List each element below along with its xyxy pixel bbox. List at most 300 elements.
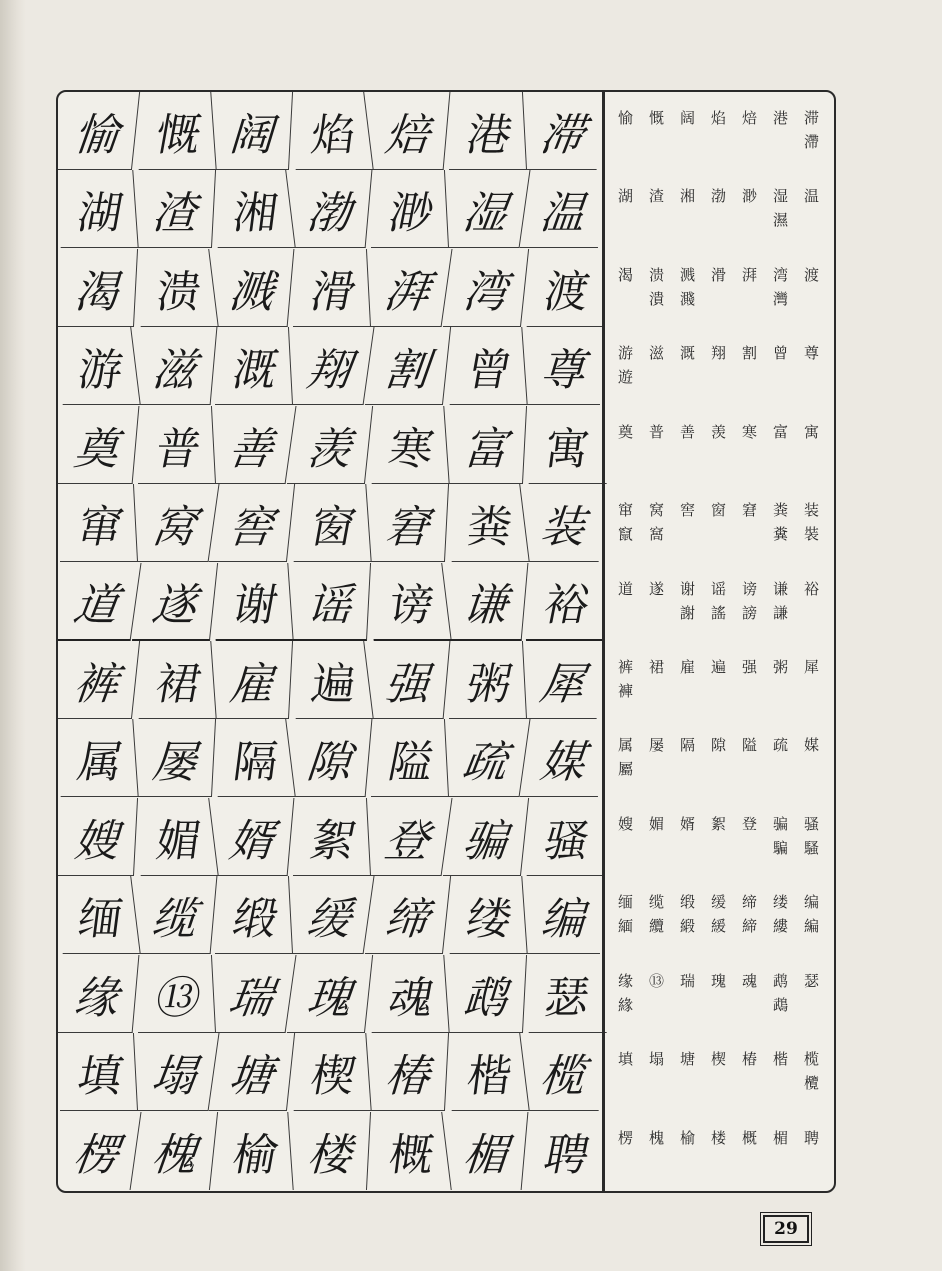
simplified-character: 楣 xyxy=(772,1128,788,1147)
reference-character-column xyxy=(736,1047,763,1111)
reference-character-column xyxy=(798,341,825,405)
simplified-character: 骚 xyxy=(803,814,819,833)
calligraphy-cell: 楼 xyxy=(289,1112,371,1190)
traditional-character: 裝 xyxy=(803,525,819,544)
calligraphy-cell: 渺 xyxy=(367,170,449,248)
reference-character-column xyxy=(612,1047,639,1111)
reference-character-column xyxy=(674,655,701,719)
calligraphy-cell: 窘 xyxy=(367,484,449,562)
calligraphy-cell: 媚 xyxy=(131,798,218,876)
reference-row xyxy=(605,249,833,327)
reference-row xyxy=(605,798,833,876)
simplified-character: 强 xyxy=(741,658,757,676)
calligraphy-cell: 隔 xyxy=(209,719,296,797)
reference-row xyxy=(605,955,833,1033)
reference-character-column xyxy=(736,969,763,1033)
calligraphy-cell: 湿 xyxy=(441,170,530,248)
traditional-character: 鵡 xyxy=(772,995,788,1014)
simplified-character: 富 xyxy=(772,422,788,441)
simplified-character: 絮 xyxy=(710,814,726,833)
reference-character-column xyxy=(674,1047,701,1111)
calligraphy-cell: 塘 xyxy=(209,1033,295,1111)
reference-character-column xyxy=(798,420,825,484)
calligraphy-cell: 裙 xyxy=(133,641,216,719)
calligraphy-cell: 属 xyxy=(56,719,138,797)
reference-character-column xyxy=(705,655,732,719)
reference-character-column xyxy=(643,1126,670,1190)
practice-sheet-frame xyxy=(56,90,836,1193)
calligraphy-cell: 溉 xyxy=(211,327,293,405)
simplified-character: 渴 xyxy=(617,265,633,284)
reference-character-column xyxy=(643,420,670,484)
calligraphy-cell: 愉 xyxy=(56,92,140,170)
simplified-character: 阔 xyxy=(679,109,695,127)
traditional-character: 謝 xyxy=(679,603,695,622)
simplified-character: 渣 xyxy=(648,187,664,206)
calligraphy-cell: 缓 xyxy=(286,876,375,954)
traditional-character: 騙 xyxy=(772,838,788,857)
book-binding-shadow xyxy=(0,0,26,1271)
simplified-character: 游 xyxy=(617,344,633,363)
calligraphy-cell: 聘 xyxy=(540,1129,587,1181)
reference-character-column xyxy=(798,106,825,170)
reference-character-column xyxy=(643,890,670,954)
simplified-character: 渺 xyxy=(741,187,757,206)
calligraphy-cell: 缕 xyxy=(444,876,527,954)
reference-character-column xyxy=(612,890,639,954)
traditional-character: 緞 xyxy=(679,917,695,936)
simplified-character: 翔 xyxy=(710,344,726,363)
simplified-character: 塌 xyxy=(648,1050,664,1069)
reference-character-column xyxy=(612,577,639,641)
calligraphy-cell: 谢 xyxy=(211,563,294,641)
calligraphy-cell: 楞 xyxy=(56,1112,141,1190)
calligraphy-cell: 登 xyxy=(363,798,452,876)
calligraphy-cell: 填 xyxy=(56,1033,138,1111)
calligraphy-cell: 瑞 xyxy=(208,955,297,1033)
simplified-character: 填 xyxy=(617,1050,633,1069)
reference-character-column xyxy=(705,420,732,484)
reference-character-column xyxy=(798,1047,825,1111)
calligraphy-cell: 湃 xyxy=(363,249,452,327)
reference-character-column xyxy=(643,263,670,327)
calligraphy-cell: 割 xyxy=(365,327,451,405)
reference-character-column xyxy=(674,577,701,641)
calligraphy-cell: 絮 xyxy=(289,798,371,876)
calligraphy-cell: 粪 xyxy=(442,484,529,562)
calligraphy-cell: 鹉 xyxy=(445,955,527,1033)
simplified-character: 榄 xyxy=(803,1050,819,1069)
calligraphy-cell: 谤 xyxy=(364,563,451,641)
simplified-character: 概 xyxy=(741,1128,757,1147)
calligraphy-cell: 翔 xyxy=(286,327,375,405)
reference-character-column xyxy=(674,184,701,248)
calligraphy-cell: 屡 xyxy=(134,719,216,797)
calligraphy-cell: 缘 xyxy=(56,955,139,1033)
simplified-character: 愉 xyxy=(617,109,633,127)
simplified-character: 曾 xyxy=(772,344,788,363)
reference-character-column xyxy=(612,969,639,1033)
calligraphy-cell: 寒 xyxy=(366,406,449,484)
calligraphy-cell: 慨 xyxy=(133,92,216,170)
reference-character-column xyxy=(736,184,763,248)
calligraphy-cell: 阔 xyxy=(211,92,293,170)
traditional-character: 糞 xyxy=(772,525,788,544)
simplified-character: 隙 xyxy=(710,736,726,755)
simplified-character: 屡 xyxy=(648,736,664,755)
traditional-character: 緬 xyxy=(617,917,633,936)
simplified-character: 谣 xyxy=(710,579,726,598)
calligraphy-cell: 滑 xyxy=(289,249,371,327)
calligraphy-cell: 强 xyxy=(365,641,450,719)
reference-character-column xyxy=(767,655,794,719)
calligraphy-cell: 港 xyxy=(445,92,527,170)
traditional-character: 褲 xyxy=(617,682,633,700)
reference-character-column xyxy=(798,498,825,562)
reference-character-column xyxy=(705,106,732,170)
reference-character-column xyxy=(674,106,701,170)
simplified-character: 焰 xyxy=(710,109,726,127)
reference-row xyxy=(605,484,833,562)
calligraphy-grid xyxy=(58,92,602,1190)
simplified-character: 窘 xyxy=(741,501,757,520)
calligraphy-cell: 渣 xyxy=(134,170,216,248)
reference-character-column xyxy=(612,1126,639,1190)
simplified-character: 槐 xyxy=(648,1128,664,1147)
simplified-character: 魂 xyxy=(741,971,757,990)
traditional-character: 謙 xyxy=(772,603,788,622)
reference-character-column xyxy=(643,106,670,170)
traditional-character: 編 xyxy=(803,917,819,936)
simplified-character: 道 xyxy=(617,579,633,598)
calligraphy-cell: 婿 xyxy=(210,798,295,876)
reference-row xyxy=(605,170,833,248)
reference-character-column xyxy=(705,498,732,562)
reference-row xyxy=(605,876,833,954)
reference-character-column xyxy=(736,1126,763,1190)
reference-row xyxy=(605,719,833,797)
reference-character-column xyxy=(705,812,732,876)
calligraphy-cell: 瑟 xyxy=(519,955,606,1033)
calligraphy-cell: 滋 xyxy=(132,327,217,405)
calligraphy-cell: 楔 xyxy=(288,1033,371,1111)
calligraphy-cell: 窖 xyxy=(209,484,295,562)
reference-character-column xyxy=(643,498,670,562)
traditional-character: 潰 xyxy=(648,289,664,308)
reference-character-column xyxy=(705,1047,732,1111)
calligraphy-cell: 道 xyxy=(56,563,141,641)
simplified-character: 缔 xyxy=(741,893,757,912)
calligraphy-cell: 谦 xyxy=(443,563,528,641)
traditional-character: 窩 xyxy=(648,525,664,544)
simplified-character: 窖 xyxy=(679,501,695,520)
reference-row xyxy=(605,641,833,719)
traditional-character: 緣 xyxy=(617,995,633,1014)
reference-character-column xyxy=(643,341,670,405)
reference-character-column xyxy=(736,341,763,405)
simplified-character: 缆 xyxy=(648,893,664,912)
simplified-character: 湃 xyxy=(741,265,757,284)
calligraphy-cell: 槐 xyxy=(132,1112,218,1190)
calligraphy-cell: 隘 xyxy=(367,719,449,797)
simplified-character: 滞 xyxy=(803,109,819,127)
simplified-character: 婿 xyxy=(679,814,695,833)
reference-character-column xyxy=(798,812,825,876)
reference-character-column xyxy=(674,420,701,484)
reference-character-column xyxy=(736,498,763,562)
reference-character-column xyxy=(736,733,763,797)
reference-character-column xyxy=(798,969,825,1033)
simplified-character: 楔 xyxy=(710,1050,726,1069)
simplified-character: 媒 xyxy=(803,736,819,755)
simplified-character: 谦 xyxy=(772,579,788,598)
reference-character-column xyxy=(798,890,825,954)
calligraphy-cell: 骗 xyxy=(442,798,528,876)
reference-character-column xyxy=(612,184,639,248)
reference-character-column xyxy=(798,263,825,327)
simplified-character: 隔 xyxy=(679,736,695,755)
calligraphy-cell: 缅 xyxy=(56,876,141,954)
simplified-character: 瑟 xyxy=(803,971,819,990)
calligraphy-cell: 楷 xyxy=(442,1033,529,1111)
simplified-character: 湘 xyxy=(679,187,695,206)
simplified-character: 奠 xyxy=(617,422,633,441)
simplified-character: 滋 xyxy=(648,344,664,363)
reference-character-column xyxy=(767,1047,794,1111)
simplified-character: 溉 xyxy=(679,344,695,363)
calligraphy-cell: 溃 xyxy=(131,249,218,327)
reference-character-column xyxy=(643,577,670,641)
traditional-character: 騷 xyxy=(803,838,819,857)
simplified-character: 裙 xyxy=(648,658,664,676)
simplified-character: 犀 xyxy=(803,658,819,676)
reference-character-column xyxy=(767,184,794,248)
simplified-character: 湿 xyxy=(772,187,788,206)
simplified-character: 塘 xyxy=(679,1050,695,1069)
calligraphy-cell: 隙 xyxy=(288,719,373,797)
simplified-character: 登 xyxy=(741,814,757,833)
simplified-character: 粪 xyxy=(772,501,788,520)
calligraphy-cell: 嫂 xyxy=(56,798,138,876)
reference-row xyxy=(605,327,833,405)
reference-character-column xyxy=(674,890,701,954)
reference-character-column xyxy=(643,184,670,248)
calligraphy-cell: 游 xyxy=(56,327,141,405)
reference-character-column xyxy=(612,263,639,327)
calligraphy-cell: ⑬ xyxy=(134,955,216,1033)
calligraphy-cell: 滞 xyxy=(519,92,608,170)
simplified-character: 粥 xyxy=(772,658,788,676)
simplified-character: 谤 xyxy=(741,579,757,598)
reference-character-column xyxy=(612,420,639,484)
traditional-character: 濕 xyxy=(772,211,788,230)
traditional-character: 纜 xyxy=(648,917,664,936)
calligraphy-cell: 善 xyxy=(208,406,297,484)
traditional-character: 緩 xyxy=(710,917,726,936)
traditional-character: 竄 xyxy=(617,525,633,544)
calligraphy-cell: 楣 xyxy=(443,1112,528,1190)
simplified-character: 寒 xyxy=(741,422,757,441)
calligraphy-cell: 装 xyxy=(521,484,606,562)
calligraphy-cell: 魂 xyxy=(366,955,449,1033)
calligraphy-cell: 榄 xyxy=(521,1033,606,1111)
simplified-character: 聘 xyxy=(803,1128,819,1147)
reference-row xyxy=(605,563,833,641)
calligraphy-cell: 湘 xyxy=(209,170,296,248)
simplified-character: 尊 xyxy=(803,344,819,363)
calligraphy-cell: 裤 xyxy=(56,641,140,719)
calligraphy-cell: 溅 xyxy=(210,249,295,327)
simplified-character: 焙 xyxy=(741,109,757,127)
page-number: 29 xyxy=(763,1215,809,1243)
reference-character-column xyxy=(767,341,794,405)
calligraphy-cell: 富 xyxy=(445,406,527,484)
calligraphy-cell: 渴 xyxy=(56,249,138,327)
simplified-character: 港 xyxy=(772,109,788,127)
calligraphy-cell: 普 xyxy=(134,406,216,484)
simplified-character: 榆 xyxy=(679,1128,695,1147)
traditional-character: 灣 xyxy=(772,289,788,308)
simplified-character: 疏 xyxy=(772,736,788,755)
calligraphy-cell: 遂 xyxy=(132,563,218,641)
simplified-character: 湖 xyxy=(617,187,633,206)
reference-character-column xyxy=(674,733,701,797)
calligraphy-cell: 雇 xyxy=(211,641,293,719)
reference-character-column xyxy=(674,1126,701,1190)
reference-character-column xyxy=(612,106,639,170)
simplified-character: 善 xyxy=(679,422,695,441)
reference-character-column xyxy=(736,106,763,170)
calligraphy-cell: 湾 xyxy=(442,249,528,327)
reference-character-column xyxy=(767,890,794,954)
reference-character-column xyxy=(674,498,701,562)
simplified-character: 渤 xyxy=(710,187,726,206)
traditional-character: 謠 xyxy=(710,603,726,622)
simplified-character: 温 xyxy=(803,187,819,206)
calligraphy-cell: 编 xyxy=(522,876,604,954)
reference-row xyxy=(605,1112,833,1190)
reference-character-column xyxy=(767,812,794,876)
reference-character-column xyxy=(612,498,639,562)
simplified-character: 割 xyxy=(741,344,757,363)
simplified-character: 装 xyxy=(803,501,819,520)
simplified-character: 窜 xyxy=(617,501,633,520)
reference-character-column xyxy=(798,1126,825,1190)
reference-character-column xyxy=(674,969,701,1033)
simplified-character: 渡 xyxy=(803,265,819,284)
reference-character-column xyxy=(674,263,701,327)
traditional-character: 欖 xyxy=(803,1074,819,1093)
reference-character-column xyxy=(674,341,701,405)
calligraphy-cell: 媒 xyxy=(520,719,606,797)
simplified-character: 鹉 xyxy=(772,971,788,990)
calligraphy-cell: 谣 xyxy=(289,563,371,641)
reference-character-column xyxy=(767,577,794,641)
reference-character-column xyxy=(705,577,732,641)
reference-character-column xyxy=(767,263,794,327)
calligraphy-cell: 湖 xyxy=(56,170,138,248)
simplified-character: 媚 xyxy=(648,814,664,833)
simplified-character: 楞 xyxy=(617,1128,633,1147)
reference-character-column xyxy=(705,263,732,327)
reference-character-column xyxy=(612,733,639,797)
calligraphy-cell: 渤 xyxy=(288,170,373,248)
simplified-character: 寓 xyxy=(803,422,819,441)
simplified-character: 雇 xyxy=(679,658,695,676)
calligraphy-cell: 温 xyxy=(520,170,606,248)
reference-character-column xyxy=(736,420,763,484)
reference-character-column xyxy=(643,812,670,876)
calligraphy-cell: 寓 xyxy=(519,406,606,484)
traditional-character: 屬 xyxy=(617,760,633,779)
reference-character-column xyxy=(736,890,763,954)
simplified-character: 裕 xyxy=(803,579,819,598)
simplified-character: 瑰 xyxy=(710,971,726,990)
simplified-character: 遂 xyxy=(648,579,664,598)
calligraphy-cell: 窗 xyxy=(288,484,371,562)
simplified-character: 溃 xyxy=(648,265,664,284)
reference-character-column xyxy=(705,890,732,954)
reference-character-column xyxy=(674,812,701,876)
simplified-character: 窝 xyxy=(648,501,664,520)
simplified-character: 慨 xyxy=(648,109,664,127)
reference-character-column xyxy=(736,812,763,876)
reference-character-column xyxy=(767,733,794,797)
calligraphy-cell: 遍 xyxy=(286,641,373,719)
traditional-character: 縷 xyxy=(772,917,788,936)
simplified-character: 缓 xyxy=(710,893,726,912)
traditional-character: 濺 xyxy=(679,289,695,308)
simplified-character: 楼 xyxy=(710,1128,726,1147)
reference-character-column xyxy=(767,420,794,484)
simplified-character: 窗 xyxy=(710,501,726,520)
calligraphy-cell: 窝 xyxy=(130,484,219,562)
simplified-character: 普 xyxy=(648,422,664,441)
simplified-character: 谢 xyxy=(679,579,695,598)
calligraphy-cell: 裕 xyxy=(522,563,604,641)
reference-character-column xyxy=(736,263,763,327)
calligraphy-cell: 奠 xyxy=(56,406,139,484)
simplified-character: 椿 xyxy=(741,1050,757,1069)
simplified-character: 羡 xyxy=(710,422,726,441)
reference-character-column xyxy=(705,1126,732,1190)
simplified-character: 遍 xyxy=(710,658,726,676)
simplified-character: 缕 xyxy=(772,893,788,912)
simplified-character: 滑 xyxy=(710,265,726,284)
reference-row xyxy=(605,1033,833,1111)
simplified-character: 裤 xyxy=(617,658,633,676)
calligraphy-cell: 疏 xyxy=(441,719,530,797)
reference-character-column xyxy=(705,341,732,405)
reference-row xyxy=(605,92,833,170)
calligraphy-cell: 焰 xyxy=(286,92,373,170)
reference-character-column xyxy=(643,733,670,797)
simplified-character: ⑬ xyxy=(648,971,664,990)
reference-character-column xyxy=(798,184,825,248)
reference-character-column xyxy=(612,341,639,405)
simplified-character: 缘 xyxy=(617,971,633,990)
simplified-character: 编 xyxy=(803,893,819,912)
reference-character-column xyxy=(643,1047,670,1111)
simplified-character: 溅 xyxy=(679,265,695,284)
calligraphy-cell: 缆 xyxy=(132,876,217,954)
simplified-character: 骗 xyxy=(772,814,788,833)
simplified-character: 楷 xyxy=(772,1050,788,1069)
traditional-character: 滯 xyxy=(803,133,819,151)
simplified-character: 隘 xyxy=(741,736,757,755)
reference-character-column xyxy=(643,655,670,719)
simplified-character: 嫂 xyxy=(617,814,633,833)
